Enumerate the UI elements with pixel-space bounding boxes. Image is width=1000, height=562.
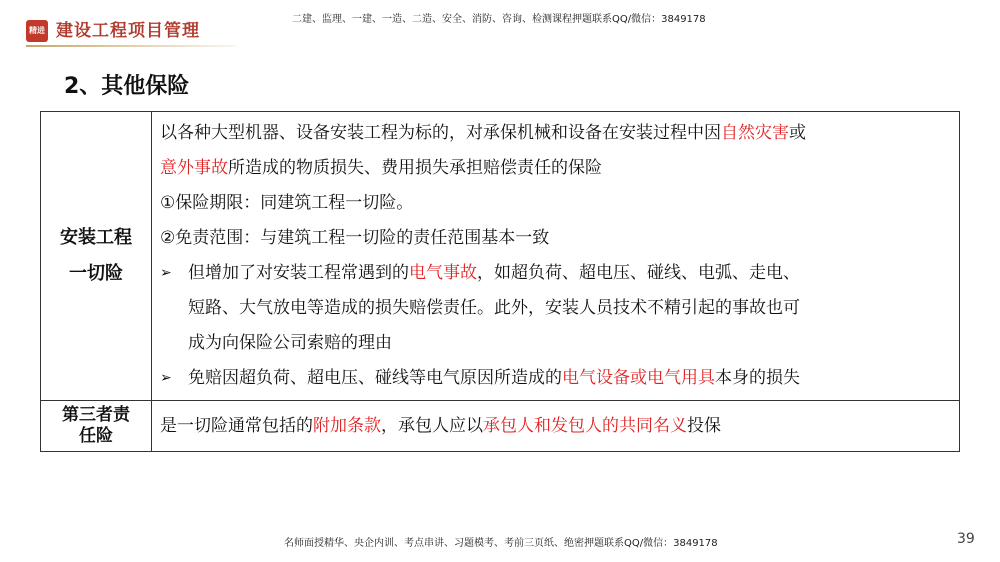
top-contact-note: 二建、监理、一建、一造、二造、安全、消防、咨询、检测课程押题联系QQ/微信：3849178 <box>292 14 706 25</box>
content-line: 以各种大型机器、设备安装工程为标的，对承保机械和设备在安装过程中因自然灾害或 <box>160 123 806 143</box>
exemption-scope-line: ②免责范围：与建筑工程一切险的责任范围基本一致 <box>160 228 550 248</box>
highlight-joint-name: 承包人和发包人的共同名义 <box>483 415 687 436</box>
highlight-electrical-equipment: 电气设备或电气用具 <box>562 368 715 388</box>
page-number: 39 <box>957 531 975 547</box>
bullet-item: ➢ 但增加了对安装工程常遇到的电气事故，如超负荷、超电压、碰线、电弧、走电、 <box>160 256 953 291</box>
highlight-natural-disaster: 自然灾害 <box>721 123 789 143</box>
brand-title: 建设工程项目管理 <box>56 21 200 41</box>
insurance-table <box>40 111 960 452</box>
slide-header <box>0 0 1000 52</box>
highlight-accident: 意外事故 <box>160 158 228 178</box>
section-title: 2、其他保险 <box>64 74 190 99</box>
arrow-bullet-icon: ➢ <box>160 370 172 386</box>
content-line: 是一切险通常包括的附加条款，承包人应以承包人和发包人的共同名义投保 <box>160 415 721 436</box>
bullet-continuation: 成为向保险公司索赔的理由 <box>188 333 392 353</box>
brand-underline <box>26 45 236 47</box>
brand-logo: 精进 <box>26 20 48 42</box>
bullet-continuation: 短路、大气放电等造成的损失赔偿责任。此外，安装人员技术不精引起的事故也可 <box>188 298 800 318</box>
insurance-period-line: ①保险期限：同建筑工程一切险。 <box>160 193 414 213</box>
footer-contact-note: 名师面授精华、央企内训、考点串讲、习题模考、考前三页纸、绝密押题联系QQ/微信：3849178 <box>284 538 718 549</box>
content-third-party-liability <box>152 401 960 452</box>
table-row-installation <box>41 112 960 401</box>
label-third-party-liability: 第三者责 任险 <box>41 401 152 452</box>
label-installation-all-risks: 安装工程 一切险 <box>41 112 152 401</box>
table-row-third-party <box>41 401 960 452</box>
content-installation-all-risks <box>152 112 960 401</box>
highlight-additional-clause: 附加条款 <box>313 415 381 436</box>
bullet-item: ➢ 免赔因超负荷、超电压、碰线等电气原因所造成的电气设备或电气用具本身的损失 <box>160 361 953 396</box>
arrow-bullet-icon: ➢ <box>160 265 172 281</box>
content-line: 意外事故所造成的物质损失、费用损失承担赔偿责任的保险 <box>160 158 602 178</box>
highlight-electrical-accident: 电气事故 <box>409 263 477 283</box>
